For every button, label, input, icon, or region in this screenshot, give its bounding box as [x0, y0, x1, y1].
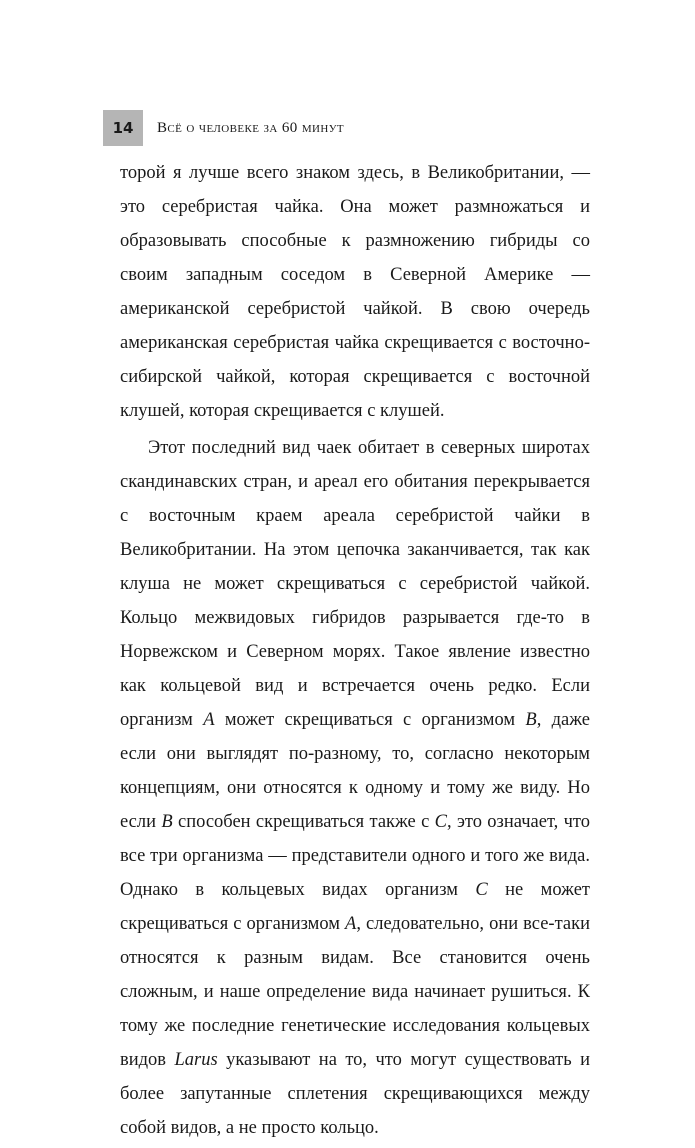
text-run: , следовательно, они все-таки относятся к разным видам. Все становится очень сложным, и наше определение вида начинает рушиться. К тому же последние генетические исследования кольцевых видов	[120, 914, 590, 1070]
text-run: Этот последний вид чаек обитает в северных широтах скандинавских стран, и ареал его обитания перекрывается с восточным краем ареала серебристой чайки в Великобритании. На этом цепочка заканчивается, так как клуша не может скрещиваться с серебристой чайкой. Кольцо межвидовых гибридов разрывается где-то в Норвежском и Северном морях. Такое явление известно как кольцевой вид и встречается очень редко. Если организм	[120, 438, 590, 730]
genus-larus: Larus	[174, 1050, 218, 1070]
text-run: не может скрещиваться с организмом	[120, 880, 590, 934]
body-text	[120, 156, 590, 1148]
running-title: Всё о человеке за 60 минут	[157, 119, 345, 136]
page-header	[103, 110, 603, 146]
organism-c: C	[434, 812, 447, 832]
organism-a: A	[345, 914, 357, 934]
organism-c: C	[475, 880, 488, 900]
text-run: , даже если они выглядят по-разному, то, согласно некоторым концепциям, они относятся к одному и тому же виду. Но если	[120, 710, 591, 832]
page-number: 14	[103, 110, 143, 146]
text-run: указывают на то, что могут существовать и более запутанные сплетения скрещивающихся между собой видов, а не просто кольцо.	[120, 1050, 590, 1138]
text-run: может скрещиваться с организмом	[214, 710, 526, 730]
text-run: способен скрещиваться также с	[172, 812, 435, 832]
text-run: , это означает, что все три организма — представители одного и того же вида. Однако в кольцевых видах организм	[120, 812, 591, 900]
paragraph-2	[120, 431, 590, 1145]
organism-a: A	[203, 710, 215, 730]
organism-b: B	[525, 710, 537, 730]
organism-b: B	[161, 812, 173, 832]
paragraph-1: торой я лучше всего знаком здесь, в Великобритании, — это серебристая чайка. Она может размножаться и образовывать способные к размножению гибриды со своим западным соседом в Северной Америке — американской серебристой чайкой. В свою очередь американская серебристая чайка скрещивается с восточно-сибирской чайкой, которая скрещивается с восточной клушей, которая скрещивается с клушей.	[120, 163, 590, 421]
